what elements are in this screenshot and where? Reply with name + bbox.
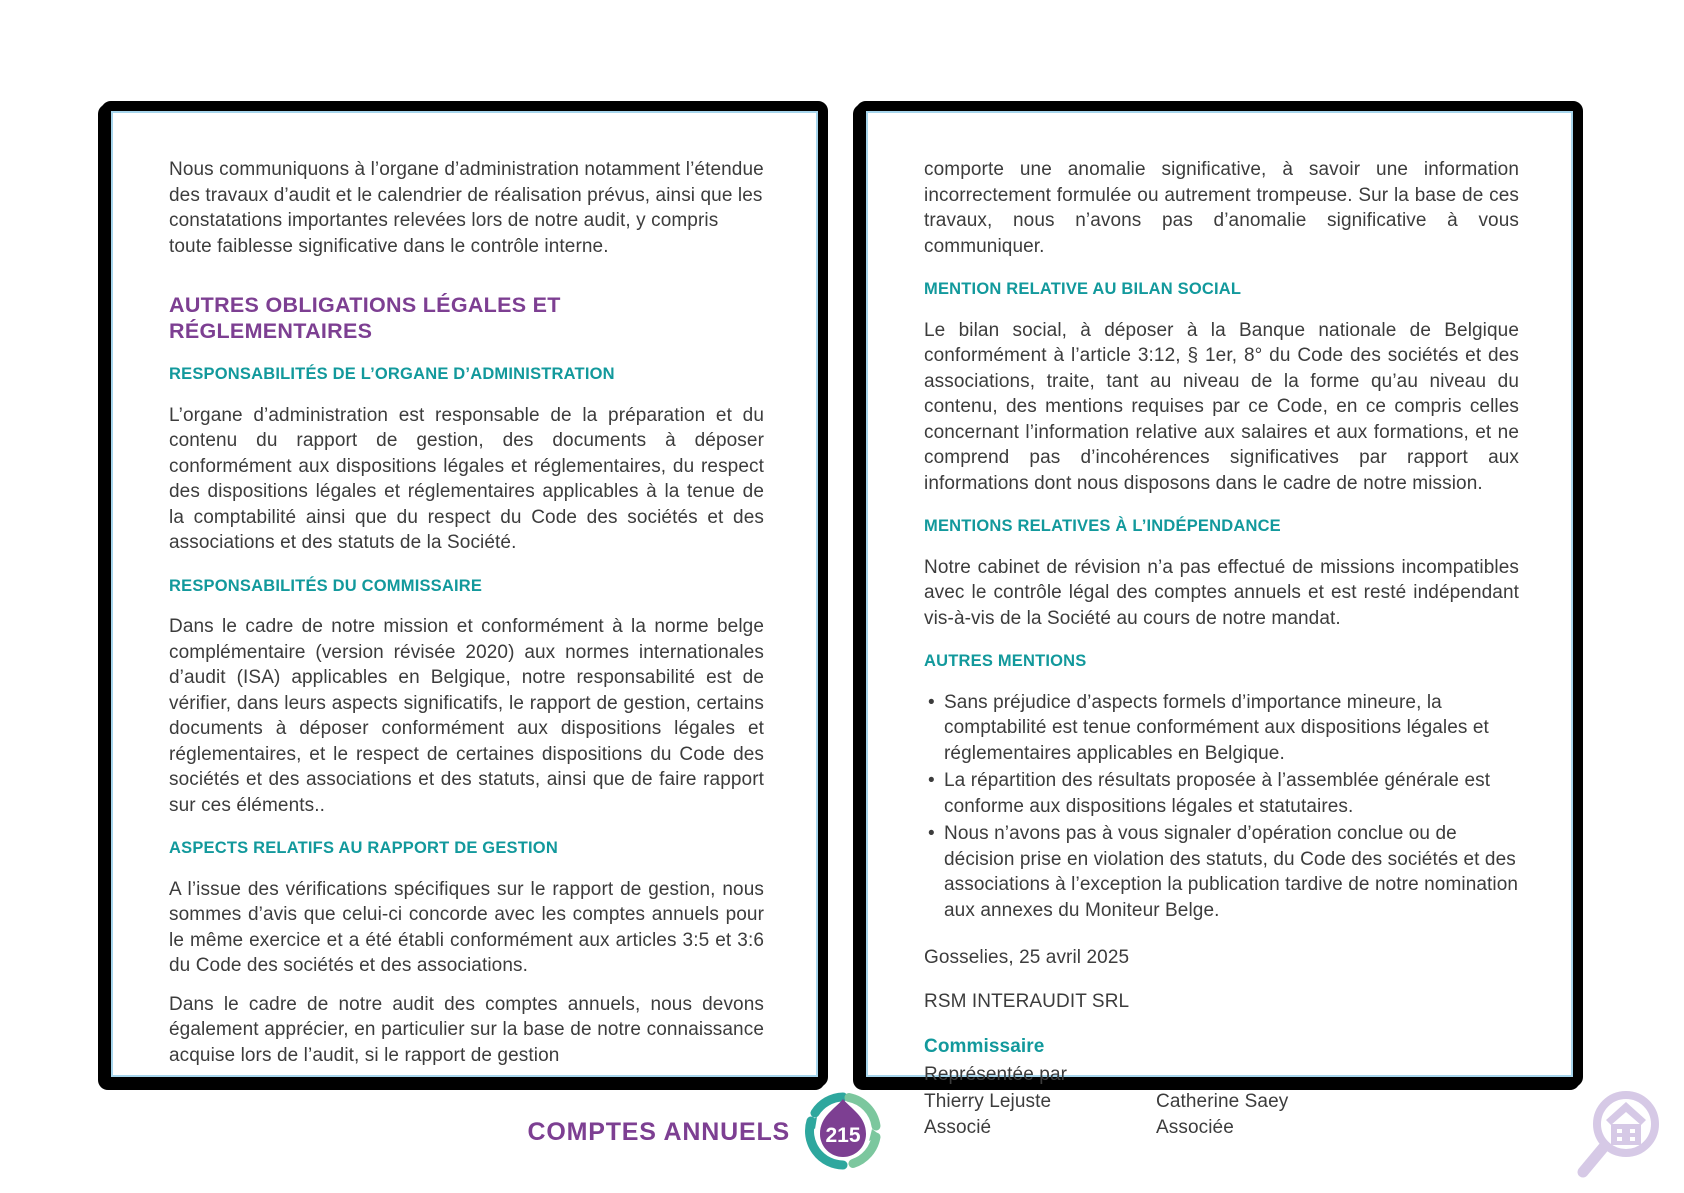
signatory-title: Associée [1156, 1116, 1234, 1138]
body-paragraph: A l’issue des vérifications spécifiques sur le rapport de gestion, nous sommes d’avis que celui-ci concorde avec les comptes annuels pour le même exercice et a été établi conformément aux articles 3:5 et 3:6 du Code des sociétés et des associations. [169, 878, 764, 976]
continuation-paragraph: comporte une anomalie significative, à savoir une information incorrectement formulée ou autrement trompeuse. Sur la base de ces travaux, nous n’avons pas d’anomalie significative à vous communiquer. [924, 159, 1519, 257]
bullet-item: • Sans préjudice d’aspects formels d’importance mineure, la comptabilité est tenue conformément aux dispositions légales et réglementaires applicables en Belgique. [924, 690, 1519, 767]
body-paragraph: Le bilan social, à déposer à la Banque nationale de Belgique conformément à l’article 3:12, § 1er, 8° du Code des sociétés et des associations, traite, tant au niveau de la forme qu’au niveau du contenu, des mentions requises par ce Code, en ce compris celles concernant l’information relative aux salaires et aux formations, et ne comprend pas d’incohérences significatives par rapport aux informations dont nous disposons dans le cadre de notre mission. [924, 319, 1519, 494]
signatory-left [924, 1089, 1156, 1140]
page-number-badge-art [803, 1091, 883, 1171]
main-section-heading: AUTRES OBLIGATIONS LÉGALES ET RÉGLEMENTAIRES [169, 293, 561, 343]
signatory-name: Thierry Lejuste [924, 1091, 1052, 1112]
signatory-right [1156, 1089, 1388, 1140]
intro-paragraph: Nous communiquons à l’organe d’administration notamment l’étendue des travaux d’audit et le calendrier de réalisation prévus, ainsi que les constatations importantes relevées lors de notre audit, y compris toute faiblesse significative dans le contrôle interne. [169, 159, 764, 257]
page-number-badge [803, 1091, 883, 1171]
section-heading-responsabilites-commissaire: RESPONSABILITÉS DU COMMISSAIRE [169, 576, 483, 595]
house-search-icon[interactable] [1570, 1080, 1674, 1188]
represented-by-label: Représentée par [924, 1063, 1068, 1085]
bullet-list [924, 690, 1519, 924]
place-date-line: Gosselies, 25 avril 2025 [924, 947, 1130, 968]
document-page-right [856, 101, 1583, 1138]
document-page-left [101, 101, 828, 1087]
page-number-text: 215 [825, 1124, 861, 1147]
bullet-item: • Nous n’avons pas à vous signaler d’opération conclue ou de décision prise en violation des statuts, du Code des sociétés et des associations à l’exception la publication tardive de notre nomination aux annexes du Moniteur Belge. [924, 821, 1519, 923]
body-paragraph: Dans le cadre de notre mission et conformément à la norme belge complémentaire (version révisée 2020) aux normes internationales d’audit (ISA) applicables en Belgique, notre responsabilité est de vérifier, dans leurs aspects significatifs, le rapport de gestion, certains documents à déposer conformément aux dispositions légales et réglementaires, et le respect de certaines dispositions du Code des sociétés et des associations et des statuts, ainsi que de faire rapport sur ces éléments.. [169, 616, 764, 816]
footer-section-label: COMPTES ANNUELS [527, 1118, 790, 1146]
signatories-row [924, 1089, 1519, 1140]
section-heading-aspects-rapport-gestion: ASPECTS RELATIFS AU RAPPORT DE GESTION [169, 839, 558, 857]
firm-name: RSM INTERAUDIT SRL [924, 990, 1130, 1012]
body-paragraph: L’organe d’administration est responsable de la préparation et du contenu du rapport de gestion, des documents à déposer conformément aux dispositions légales et réglementaires, du respect des dispositions légales et réglementaires applicables à la tenue de la comptabilité ainsi que du respect du Code des sociétés et des associations et des statuts de la Société. [169, 404, 764, 553]
body-paragraph: Dans le cadre de notre audit des comptes annuels, nous devons également apprécier, en particulier sur la base de notre connaissance acquise lors de l’audit, si le rapport de gestion [169, 993, 764, 1066]
bullet-item: • La répartition des résultats proposée à l’assemblée générale est conforme aux dispositions légales et statutaires. [924, 768, 1519, 819]
section-heading-bilan-social: MENTION RELATIVE AU BILAN SOCIAL [924, 280, 1242, 298]
section-heading-independance: MENTIONS RELATIVES À L’INDÉPENDANCE [924, 517, 1281, 535]
role-label: Commissaire [924, 1036, 1045, 1057]
signatory-title: Associé [924, 1116, 992, 1138]
body-paragraph: Notre cabinet de révision n’a pas effectué de missions incompatibles avec le contrôle légal des comptes annuels et est resté indépendant vis-à-vis de la Société au cours de notre mandat. [924, 556, 1519, 629]
signatory-name: Catherine Saey [1156, 1091, 1289, 1112]
section-heading-responsabilites-organe: RESPONSABILITÉS DE L’ORGANE D’ADMINISTRATION [169, 365, 615, 383]
section-heading-autres-mentions: AUTRES MENTIONS [924, 652, 1087, 670]
